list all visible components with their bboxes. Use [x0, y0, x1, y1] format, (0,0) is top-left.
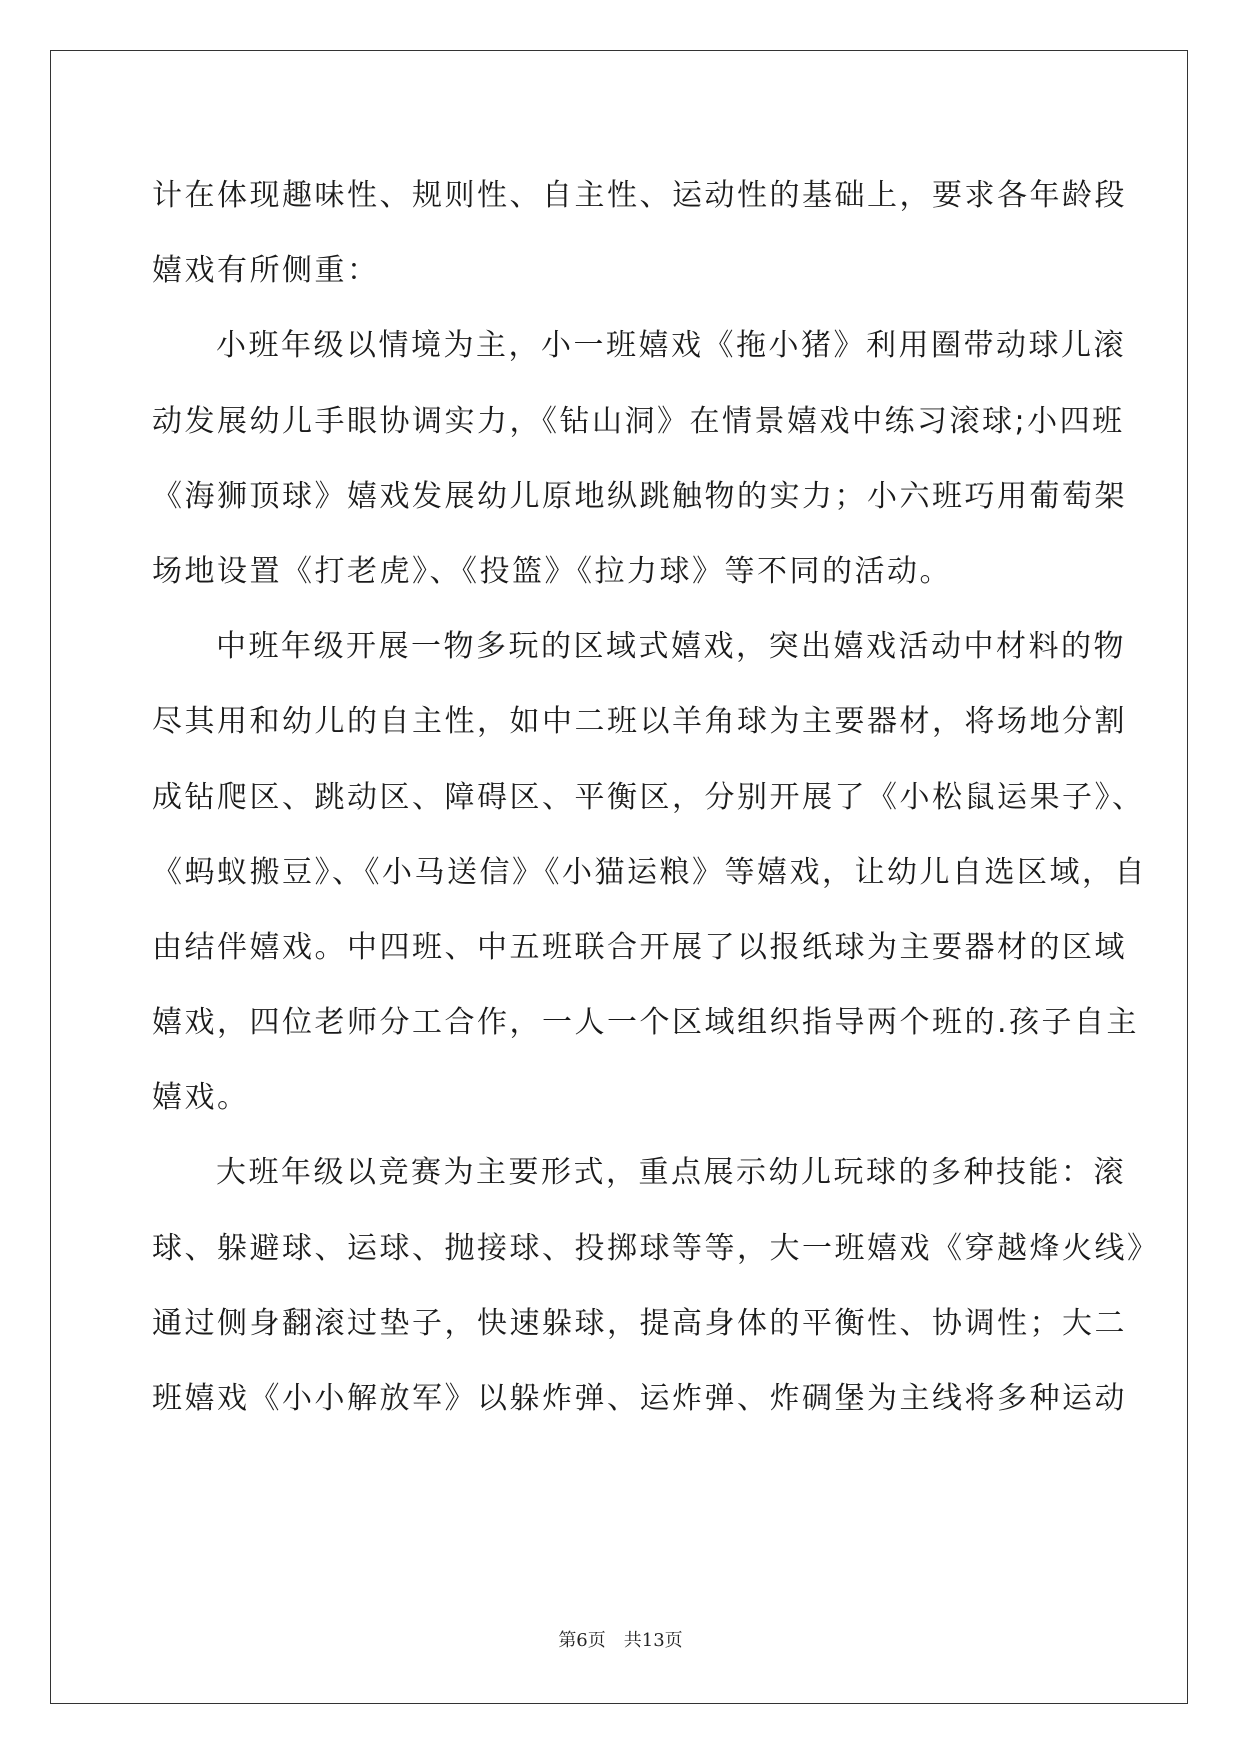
- text-line: 场地设置《打老虎》、《投篮》《拉力球》等不同的活动。: [152, 553, 952, 589]
- paragraph-start-line: 大班年级以竞赛为主要形式，重点展示幼儿玩球的多种技能：滚: [216, 1155, 1126, 1191]
- page-number-footer: 第6页 共13页: [558, 1630, 683, 1651]
- paragraph-start-line: 中班年级开展一物多玩的区域式嬉戏，突出嬉戏活动中材料的物: [216, 629, 1126, 665]
- document-body: [152, 158, 1160, 1436]
- text-line: 嬉戏。: [152, 1080, 250, 1116]
- text-line: 嬉戏，四位老师分工合作，一人一个区域组织指导两个班的.孩子自主: [152, 1005, 1140, 1041]
- text-line: 球、躲避球、运球、抛接球、投掷球等等，大一班嬉戏《穿越烽火线》: [152, 1230, 1160, 1266]
- text-line: 计在体现趣味性、规则性、自主性、运动性的基础上，要求各年龄段: [152, 178, 1127, 213]
- text-line: 成钻爬区、跳动区、障碍区、平衡区，分别开展了《小松鼠运果子》、: [152, 779, 1145, 815]
- paragraph-start-line: 小班年级以情境为主，小一班嬉戏《拖小猪》利用圈带动球儿滚: [216, 328, 1126, 364]
- text-line: 《蚂蚁搬豆》、《小马送信》《小猫运粮》等嬉戏，让幼儿自选区域，自: [152, 854, 1147, 890]
- text-line: 由结伴嬉戏。中四班、中五班联合开展了以报纸球为主要器材的区域: [152, 929, 1127, 965]
- text-line: 嬉戏有所侧重：: [152, 253, 380, 289]
- text-line: 班嬉戏《小小解放军》以躲炸弹、运炸弹、炸碉堡为主线将多种运动: [152, 1381, 1127, 1416]
- text-line: 动发展幼儿手眼协调实力，《钻山洞》在情景嬉戏中练习滚球;小四班: [152, 403, 1125, 439]
- text-line: 尽其用和幼儿的自主性，如中二班以羊角球为主要器材，将场地分割: [152, 704, 1127, 740]
- text-line: 通过侧身翻滚过垫子，快速躲球，提高身体的平衡性、协调性；大二: [152, 1305, 1127, 1341]
- text-line: 《海狮顶球》嬉戏发展幼儿原地纵跳触物的实力；小六班巧用葡萄架: [152, 478, 1127, 514]
